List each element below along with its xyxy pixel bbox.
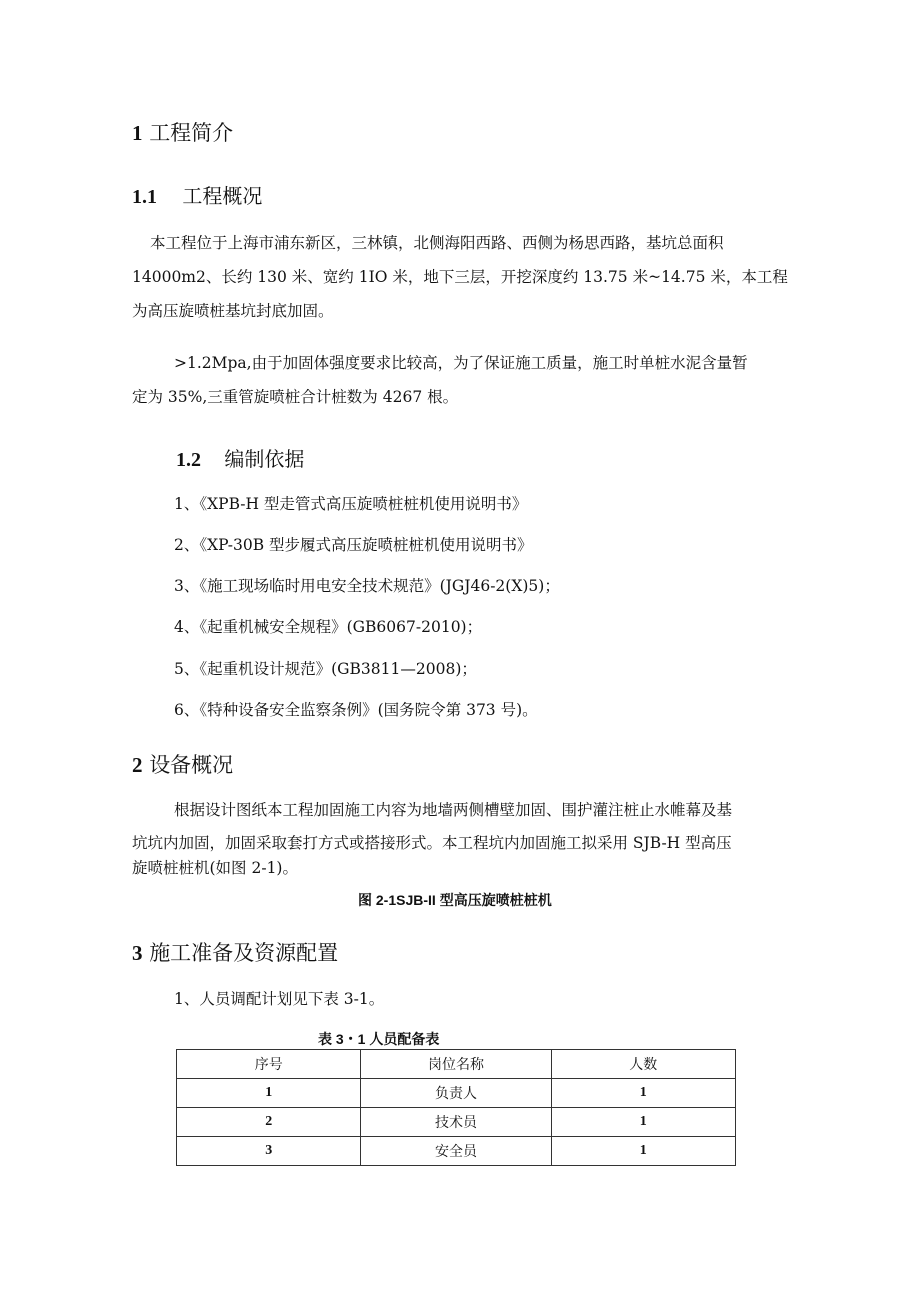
equipment-paragraph-line-1: 根据设计图纸本工程加固施工内容为地墙两侧槽壁加固、围护灌注桩止水帷幕及基 [174, 801, 733, 819]
section-number: 2 [132, 753, 143, 777]
cell-position: 技术员 [361, 1108, 551, 1137]
section-title: 施工准备及资源配置 [149, 941, 339, 965]
reference-item: 1、《XPB-H 型走管式高压旋喷桩桩机使用说明书》 [174, 495, 528, 513]
cell-position: 负责人 [361, 1079, 551, 1108]
section-number: 3 [132, 941, 143, 965]
section-title: 编制依据 [224, 447, 305, 471]
section-number: 1.2 [176, 449, 201, 471]
overview-paragraph-line-3: 为高压旋喷桩基坑封底加固。 [132, 302, 334, 320]
equipment-paragraph-line-2: 坑坑内加固，加固采取套打方式或搭接形式。本工程坑内加固施工拟采用 SJB-H 型高压 [132, 834, 732, 852]
cell-index: 3 [177, 1137, 361, 1166]
header-cell-index: 序号 [177, 1050, 361, 1079]
cell-count: 1 [551, 1108, 735, 1137]
staffing-intro: 1、人员调配计划见下表 3-1。 [174, 990, 385, 1008]
overview-paragraph-line-1: 本工程位于上海市浦东新区，三林镇，北侧海阳西路、西侧为杨思西路，基坑总面积 [150, 234, 724, 252]
reference-item: 2、《XP-30B 型步履式高压旋喷桩桩机使用说明书》 [174, 536, 533, 554]
strength-paragraph-line-1: >1.2Mpa,由于加固体强度要求比较高，为了保证施工质量，施工时单桩水泥含量暂 [174, 354, 748, 372]
section-number: 1.1 [132, 186, 157, 208]
cell-count: 1 [551, 1137, 735, 1166]
section-1-2-heading [176, 443, 304, 472]
table-row [177, 1079, 736, 1108]
cell-index: 1 [177, 1079, 361, 1108]
cell-index: 2 [177, 1108, 361, 1137]
table-header-row [177, 1050, 736, 1079]
header-cell-count: 人数 [551, 1050, 735, 1079]
cell-position: 安全员 [361, 1137, 551, 1166]
table-row [177, 1108, 736, 1137]
section-2-heading [132, 749, 233, 779]
table-row [177, 1137, 736, 1166]
reference-item: 4、《起重机械安全规程》(GB6067-2010)； [174, 618, 483, 636]
strength-paragraph-line-2: 定为 35%,三重管旋喷桩合计桩数为 4267 根。 [132, 388, 459, 406]
section-3-heading [132, 937, 338, 967]
reference-item: 5、《起重机设计规范》(GB3811—2008)； [174, 660, 477, 678]
reference-item: 3、《施工现场临时用电安全技术规范》(JGJ46-2(X)5)； [174, 577, 560, 595]
table-caption: 表 3・1 人员配备表 [318, 1031, 440, 1047]
section-title: 工程概况 [182, 184, 263, 208]
equipment-paragraph-line-3: 旋喷桩桩机(如图 2-1)。 [132, 859, 298, 877]
header-cell-position: 岗位名称 [361, 1050, 551, 1079]
section-title: 工程简介 [149, 121, 234, 145]
overview-paragraph-line-2: 14000m2、长约 130 米、宽约 1IO 米，地下三层，开挖深度约 13.75 米~14.75 米，本工程 [132, 268, 788, 286]
section-number: 1 [132, 121, 143, 145]
section-title: 设备概况 [149, 753, 234, 777]
figure-caption: 图 2-1SJB-II 型高压旋喷桩桩机 [358, 892, 552, 908]
section-1-heading [132, 117, 233, 147]
reference-item: 6、《特种设备安全监察条例》(国务院令第 373 号)。 [174, 701, 538, 719]
staffing-table [176, 1049, 736, 1166]
section-1-1-heading [132, 180, 262, 209]
cell-count: 1 [551, 1079, 735, 1108]
